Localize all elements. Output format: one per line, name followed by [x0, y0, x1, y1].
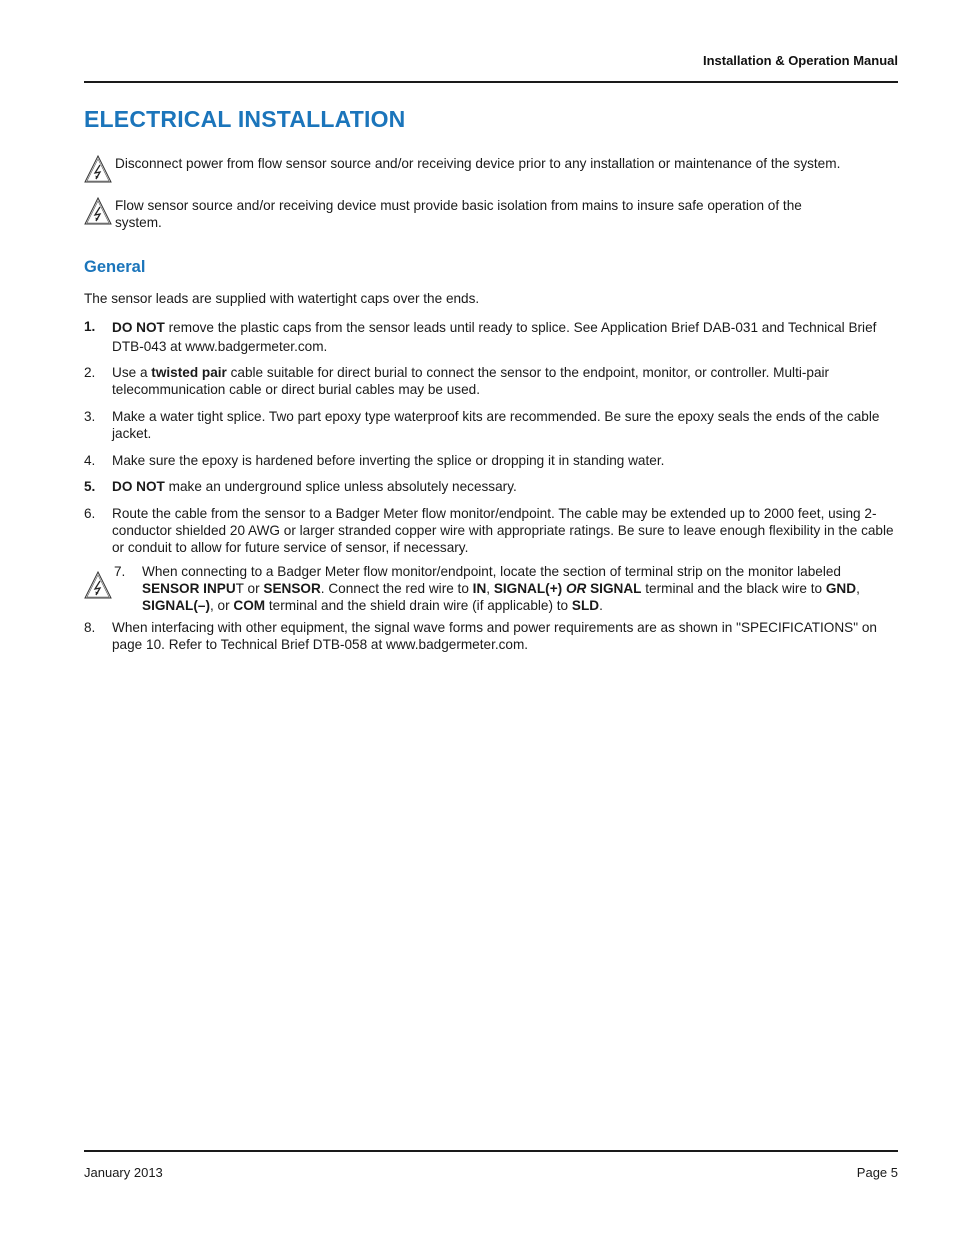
text: cable suitable for direct burial to connect the sensor to the endpoint, monitor, or controller. Multi-pair telecommunication cable or direct burial cables may be used. [112, 365, 830, 397]
step-text: When interfacing with other equipment, the signal wave forms and power requirements are as shown in "SPECIFICATIONS" on page 10. Refer to Technical Brief DTB-058 at www.badgermeter.com. [112, 620, 877, 652]
step-text: Make sure the epoxy is hardened before inverting the splice or dropping it in standing water. [112, 453, 665, 468]
text: T or [235, 581, 264, 596]
general-intro: The sensor leads are supplied with watertight caps over the ends. [84, 291, 480, 306]
emphasis: DO NOT [112, 479, 165, 494]
step-8 [84, 619, 898, 653]
step-number: 1. [84, 319, 96, 334]
step-number: 2. [84, 365, 96, 380]
warning-text: Disconnect power from flow sensor source and/or receiving device prior to any installation or maintenance of the system. [115, 156, 841, 171]
warning-notice-2 [84, 197, 844, 231]
emphasis-italic: OR [565, 581, 587, 596]
emphasis: SIGNAL(+) [493, 581, 566, 596]
text: , [486, 581, 494, 596]
step-4 [84, 452, 898, 469]
step-number: 3. [84, 409, 96, 424]
text: make an underground splice unless absolutely necessary. [164, 479, 517, 494]
manual-title: Installation & Operation Manual [702, 53, 898, 68]
warning-notice-1 [84, 155, 844, 172]
emphasis: SLD [571, 598, 600, 613]
emphasis: COM [233, 598, 266, 613]
step-number: 8. [84, 620, 96, 635]
step-number: 4. [84, 453, 96, 468]
step-number: 7. [114, 564, 126, 579]
step-text: Make a water tight splice. Two part epoxy type waterproof kits are recommended. Be sure the epoxy seals the ends of the cable jacket. [112, 409, 880, 441]
emphasis: IN [472, 581, 487, 596]
text: terminal and the black wire to [641, 581, 826, 596]
emphasis: SENSOR [263, 581, 321, 596]
step-number: 6. [84, 506, 96, 521]
emphasis: SENSOR INPU [142, 581, 236, 596]
step-6 [84, 505, 898, 556]
step-3 [84, 408, 898, 442]
section-title: ELECTRICAL INSTALLATION [84, 106, 406, 132]
text: , [856, 581, 860, 596]
emphasis: GND [825, 581, 857, 596]
footer-rule [84, 1150, 898, 1152]
footer-page-number: Page 5 [856, 1165, 898, 1180]
text: . Connect the red wire to [320, 581, 473, 596]
text: , or [209, 598, 234, 613]
step-1 [84, 318, 898, 356]
electrical-hazard-icon [84, 155, 112, 183]
subsection-title-general: General [84, 258, 146, 276]
step-7 [84, 563, 898, 614]
text: When connecting to a Badger Meter flow monitor/endpoint, locate the section of terminal strip on the monitor labeled [142, 564, 841, 579]
emphasis: SIGNAL(–) [142, 598, 210, 613]
step-text: Route the cable from the sensor to a Badger Meter flow monitor/endpoint. The cable may be extended up to 2000 feet, using 2-conductor shielded 20 AWG or larger stranded copper wire with appropriate ratings. Be sure to leave enough flexibility in the cable or conduit to allow for future service of sensor, if necessary. [112, 506, 894, 555]
step-text [112, 364, 898, 398]
text: Use a [112, 365, 152, 380]
warning-text: Flow sensor source and/or receiving device must provide basic isolation from mains to insure safe operation of the system. [115, 198, 802, 230]
header-rule [84, 81, 898, 83]
step-text [112, 318, 898, 356]
emphasis: twisted pair [151, 365, 227, 380]
emphasis: DO NOT [112, 320, 165, 335]
footer-date: January 2013 [84, 1165, 163, 1180]
text: remove the plastic caps from the sensor leads until ready to splice. See Application Brief DAB-031 and Technical Brief DTB-043 at www.badgermeter.com. [112, 320, 877, 354]
electrical-hazard-icon [84, 197, 112, 225]
text: terminal and the shield drain wire (if applicable) to [265, 598, 572, 613]
step-text [142, 563, 898, 614]
text: . [599, 598, 603, 613]
step-number: 5. [84, 479, 96, 494]
electrical-hazard-icon [84, 571, 112, 599]
emphasis: SIGNAL [586, 581, 642, 596]
step-2 [84, 364, 898, 398]
step-text [112, 478, 898, 495]
step-5 [84, 478, 898, 495]
